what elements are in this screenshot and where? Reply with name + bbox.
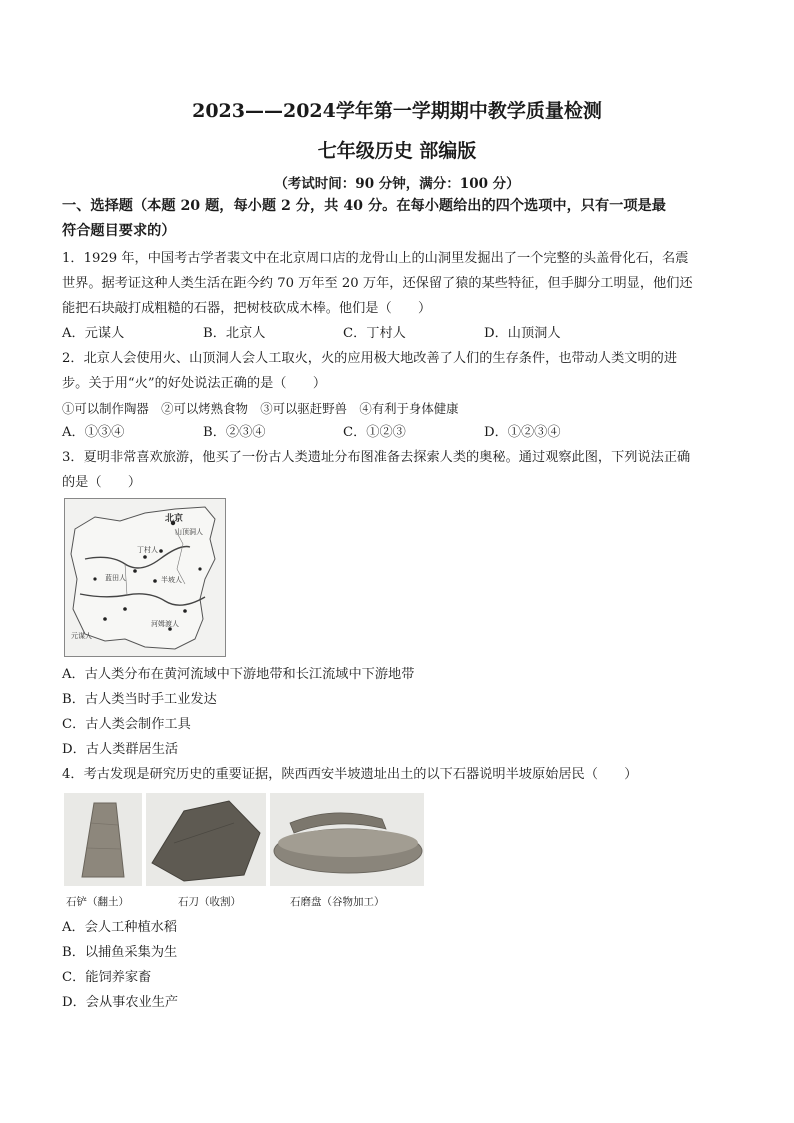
exam-title: 2023——2024学年第一学期期中教学质量检测	[192, 100, 602, 122]
q4-option-c[interactable]: C．能饲养家畜	[62, 970, 152, 985]
q3-option-a[interactable]: A．古人类分布在黄河流域中下游地带和长江流域中下游地带	[62, 667, 415, 682]
q4-option-b[interactable]: B．以捕鱼采集为生	[62, 945, 178, 960]
q2-option-d[interactable]: D．①②③④	[484, 425, 561, 440]
q3-stem-line2: 的是（ ）	[62, 475, 142, 490]
q1-stem-line1: 1．1929 年，中国考古学者裴文中在北京周口店的龙骨山上的山洞里发掘出了一个完整的头盖骨化石，名震	[62, 251, 689, 266]
q2-stem-line2: 步。关于用“火”的好处说法正确的是（ ）	[62, 376, 327, 391]
stone-tools-drawing	[64, 793, 424, 886]
q3-option-d[interactable]: D．古人类群居生活	[62, 742, 179, 757]
q2-statements: ①可以制作陶器 ②可以烤熟食物 ③可以驱赶野兽 ④有利于身体健康	[62, 401, 459, 416]
q3-option-b[interactable]: B．古人类当时手工业发达	[62, 692, 217, 707]
caption-grinding-stone: 石磨盘（谷物加工）	[290, 896, 385, 908]
map-label-yuanmou: 元谋人	[71, 632, 92, 640]
q3-option-c[interactable]: C．古人类会制作工具	[62, 717, 191, 732]
q4-option-a[interactable]: A．会人工种植水稻	[62, 920, 178, 935]
exam-info: （考试时间：90 分钟，满分：100 分）	[274, 176, 520, 192]
q4-stem-line1: 4．考古发现是研究历史的重要证据，陕西西安半坡遗址出土的以下石器说明半坡原始居民（ ）	[62, 767, 638, 782]
q2-stem-line1: 2．北京人会使用火、山顶洞人会人工取火，火的应用极大地改善了人们的生存条件，也带动人类文明的进	[62, 351, 678, 366]
section-heading: 一、选择题（本题 20 题，每小题 2 分，共 40 分。在每小题给出的四个选项中，只有一项是最	[62, 198, 666, 214]
q1-stem-line3: 能把石块敲打成粗糙的石器，把树枝砍成木棒。他们是（ ）	[62, 301, 432, 316]
map-label-banpo: 半坡人	[161, 576, 182, 584]
q4-option-d[interactable]: D．会从事农业生产	[62, 995, 179, 1010]
caption-stone-knife: 石刀（收割）	[178, 896, 241, 908]
map-label-hemudu: 河姆渡人	[151, 620, 179, 628]
q2-option-c[interactable]: C．①②③	[343, 425, 406, 440]
q3-stem-line1: 3．夏明非常喜欢旅游，他买了一份古人类遗址分布图准备去探索人类的奥秘。通过观察此图，下列说法正确	[62, 450, 691, 465]
q1-stem-line2: 世界。据考证这种人类生活在距今约 70 万年至 20 万年，还保留了猿的某些特征，但手脚分工明显，他们还	[62, 276, 693, 291]
caption-stone-shovel: 石铲（翻土）	[66, 896, 129, 908]
map-label-beijing: 北京	[165, 514, 184, 524]
q2-option-b[interactable]: B．②③④	[203, 425, 266, 440]
map-label-dingcun: 丁村人	[137, 546, 158, 554]
map-label-lantian: 蓝田人	[105, 574, 126, 582]
exam-subtitle: 七年级历史 部编版	[317, 140, 477, 162]
q2-option-a[interactable]: A．①③④	[62, 425, 125, 440]
stone-tools-photo	[64, 793, 424, 886]
q1-option-d[interactable]: D．山顶洞人	[484, 326, 561, 341]
section-heading-cont: 符合题目要求的）	[62, 223, 176, 239]
q1-option-b[interactable]: B．北京人	[203, 326, 266, 341]
q1-option-a[interactable]: A．元谋人	[62, 326, 125, 341]
q1-option-c[interactable]: C．丁村人	[343, 326, 406, 341]
map-label-shandingdong: 山顶洞人	[175, 528, 203, 536]
ancient-sites-map	[64, 498, 226, 657]
